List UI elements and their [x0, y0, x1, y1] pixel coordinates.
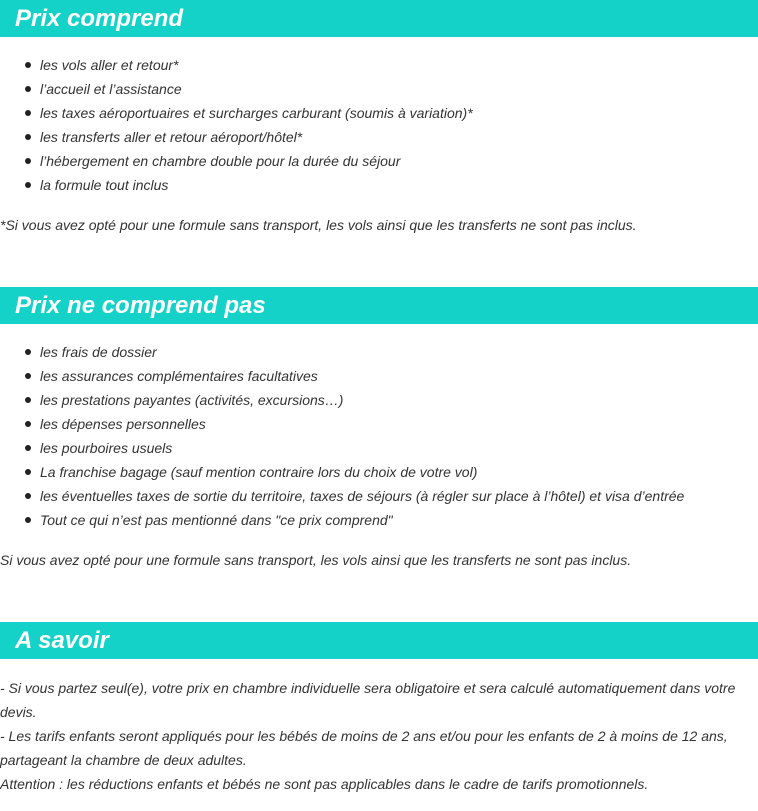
list-item — [0, 508, 684, 532]
list-item-text: la formule tout inclus — [40, 177, 169, 193]
section-title: A savoir — [15, 627, 109, 654]
bullet-icon — [25, 62, 31, 68]
list-item-text: les pourboires usuels — [40, 440, 173, 456]
list-item — [0, 149, 473, 173]
list-item — [0, 436, 684, 460]
bullet-icon — [25, 421, 31, 427]
bullet-icon — [25, 182, 31, 188]
list-item — [0, 364, 684, 388]
list-item — [0, 484, 684, 508]
bullet-icon — [25, 86, 31, 92]
section-header-prix-comprend — [0, 0, 758, 37]
bullet-icon — [25, 158, 31, 164]
a-savoir-content — [0, 676, 755, 796]
bullet-icon — [25, 134, 31, 140]
list-item — [0, 173, 473, 197]
excluded-list — [0, 340, 684, 532]
list-item-text: les dépenses personnelles — [40, 416, 206, 432]
bullet-icon — [25, 349, 31, 355]
list-item-text: les éventuelles taxes de sortie du territoire, taxes de séjours (à régler sur place à l’hôtel) et visa d’entrée — [40, 488, 685, 504]
list-item-text: Tout ce qui n’est pas mentionné dans "ce prix comprend" — [40, 512, 393, 528]
list-item — [0, 340, 684, 364]
bullet-icon — [25, 469, 31, 475]
list-item-text: les vols aller et retour* — [40, 57, 179, 73]
list-item — [0, 53, 473, 77]
bullet-icon — [25, 373, 31, 379]
a-savoir-paragraph: - Les tarifs enfants seront appliqués pour les bébés de moins de 2 ans et/ou pour les enfants de 2 à moins de 12 ans, partageant la chambre de deux adultes. — [0, 728, 728, 768]
list-item-text: l’hébergement en chambre double pour la durée du séjour — [40, 153, 401, 169]
bullet-icon — [25, 397, 31, 403]
list-item — [0, 412, 684, 436]
included-note: *Si vous avez opté pour une formule sans transport, les vols ainsi que les transferts ne sont pas inclus. — [0, 217, 637, 233]
list-item — [0, 77, 473, 101]
list-item — [0, 125, 473, 149]
section-title: Prix ne comprend pas — [15, 292, 266, 319]
bullet-icon — [25, 110, 31, 116]
list-item — [0, 460, 684, 484]
section-header-a-savoir — [0, 622, 758, 659]
list-item-text: les prestations payantes (activités, excursions…) — [40, 392, 344, 408]
list-item-text: les assurances complémentaires facultatives — [40, 368, 318, 384]
a-savoir-paragraph: - Si vous partez seul(e), votre prix en chambre individuelle sera obligatoire et sera calculé automatiquement dans votre devis. — [0, 680, 736, 720]
list-item-text: les transferts aller et retour aéroport/hôtel* — [40, 129, 303, 145]
list-item-text: les taxes aéroportuaires et surcharges carburant (soumis à variation)* — [40, 105, 473, 121]
included-list — [0, 53, 473, 197]
list-item — [0, 101, 473, 125]
excluded-note: Si vous avez opté pour une formule sans transport, les vols ainsi que les transferts ne sont pas inclus. — [0, 552, 632, 568]
section-header-prix-ne-comprend-pas — [0, 287, 758, 324]
bullet-icon — [25, 493, 31, 499]
list-item — [0, 388, 684, 412]
list-item-text: l’accueil et l’assistance — [40, 81, 182, 97]
a-savoir-paragraph: Attention : les réductions enfants et bébés ne sont pas applicables dans le cadre de tarifs promotionnels. — [0, 776, 649, 792]
list-item-text: les frais de dossier — [40, 344, 157, 360]
bullet-icon — [25, 445, 31, 451]
section-title: Prix comprend — [15, 5, 184, 32]
list-item-text: La franchise bagage (sauf mention contraire lors du choix de votre vol) — [40, 464, 478, 480]
bullet-icon — [25, 517, 31, 523]
